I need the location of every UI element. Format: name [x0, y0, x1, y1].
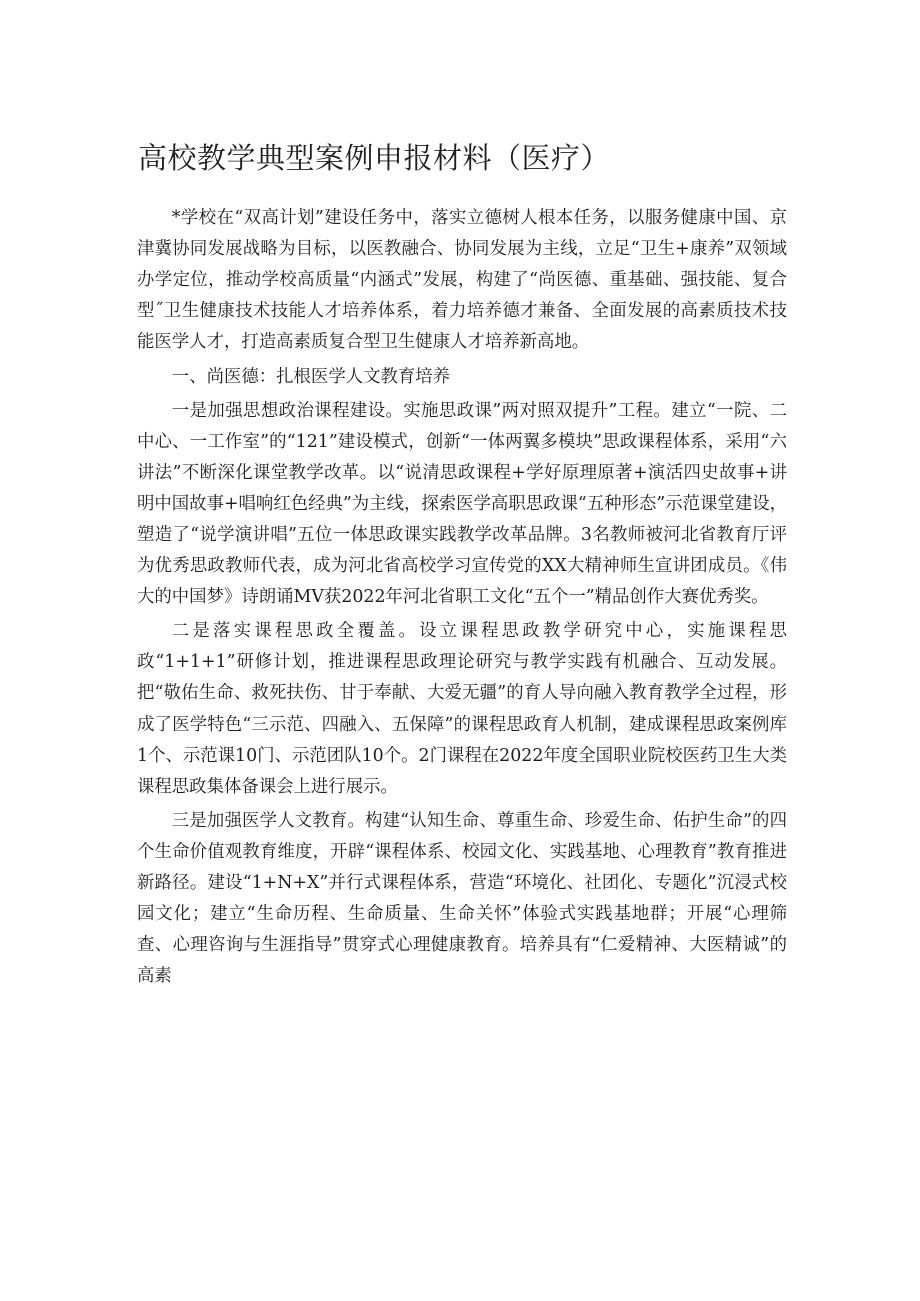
body-paragraph-humanities: 三是加强医学人文教育。构建“认知生命、尊重生命、珍爱生命、佑护生命”的四个生命价值观教育维度，开辟“课程体系、校园文化、实践基地、心理教育”教育推进新路径。建设“1+N+X”并行式课程体系，营造“环境化、社团化、专题化”沉浸式校园文化；建立“生命历程、生命质量、生命关怀”体验式实践基地群；开展“心理筛查、心理咨询与生涯指导”贯穿式心理健康教育。培养具有“仁爱精神、大医精诚”的高素	[137, 810, 787, 987]
body-paragraph-ideology: 一是加强思想政治课程建设。实施思政课”两对照双提升”工程。建立“一院、二中心、一工作室”的“121”建设模式，创新“一体两翼多模块”思政课程体系，采用“六讲法”不断深化课堂教学改革。以“说清思政课程+学好原理原著+演活四史故事+讲明中国故事+唱响红色经典”为主线，探索医学高职思政课“五种形态”示范课堂建设，塑造了“说学演讲唱”五位一体思政课实践教学改革品牌。3名教师被河北省教育厅评为优秀思政教师代表，成为河北省高校学习宣传党的XX大精神师生宣讲团成员。《伟大的中国梦》诗朗诵MV获2022年河北省职工文化“五个一”精品创作大赛优秀奖。	[137, 400, 787, 608]
document-body	[137, 203, 787, 992]
intro-paragraph: *学校在“双高计划”建设任务中，落实立德树人根本任务，以服务健康中国、京津冀协同发展战略为目标，以医教融合、协同发展为主线，立足“卫生+康养”双领域办学定位，推动学校高质量“内涵式”发展，构建了“尚医德、重基础、强技能、复合型˝卫生健康技术技能人才培养体系，着力培养德才兼备、全面发展的高素质技术技能医学人才，打造高素质复合型卫生健康人才培养新高地。	[137, 208, 787, 353]
body-paragraph-curriculum: 二是落实课程思政全覆盖。设立课程思政教学研究中心，实施课程思政“1+1+1”研修计划，推进课程思政理论研究与教学实践有机融合、互动发展。把“敬佑生命、救死扶伤、甘于奉献、大爱无疆”的育人导向融入教育教学全过程，形成了医学特色“三示范、四融入、五保障”的课程思政育人机制，建成课程思政案例库1个、示范课10门、示范团队10个。2门课程在2022年度全国职业院校医药卫生大类课程思政集体备课会上进行展示。	[137, 621, 787, 797]
section-heading: 一、尚医德：扎根医学人文教育培养	[171, 367, 451, 388]
document-title: 高校教学典型案例申报材料（医疗）	[138, 141, 611, 175]
